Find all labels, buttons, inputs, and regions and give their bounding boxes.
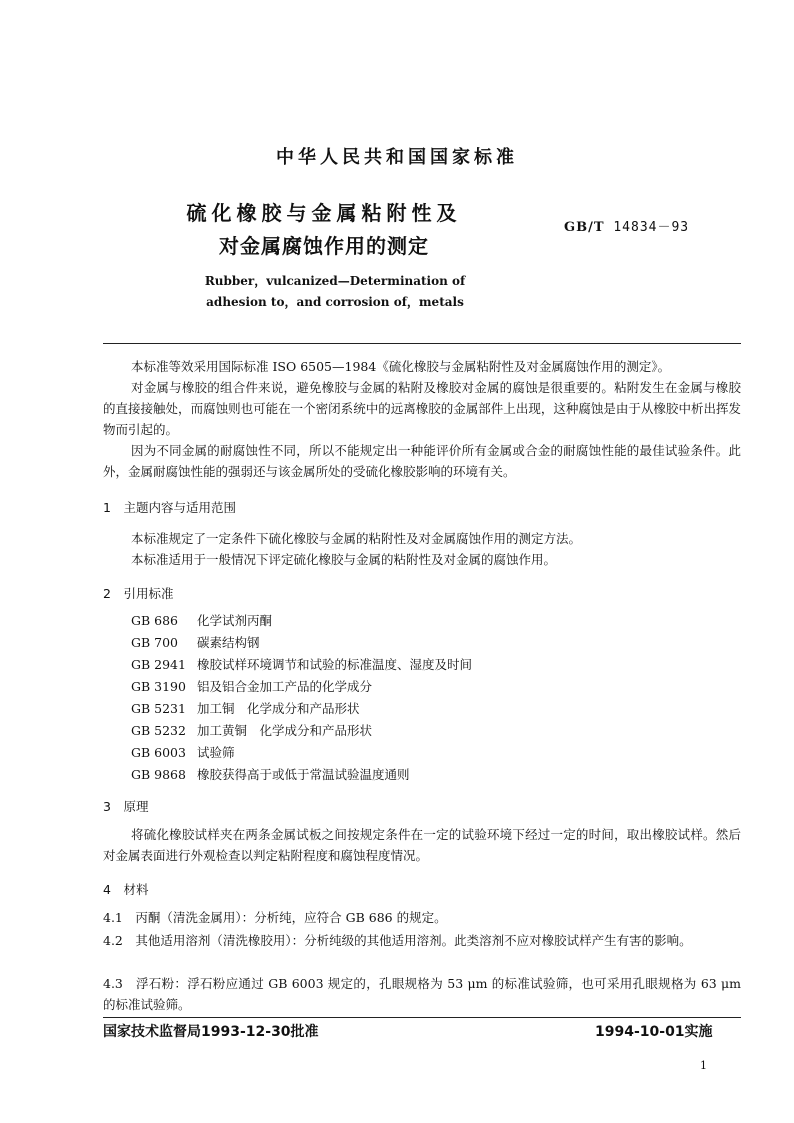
reference-item bbox=[131, 676, 372, 698]
reference-title: 加工铜 化学成分和产品形状 bbox=[197, 701, 360, 716]
material-item: 4.1 丙酮（清洗金属用）：分析纯，应符合 GB 686 的规定。 bbox=[103, 910, 447, 925]
reference-title: 化学试剂丙酮 bbox=[197, 613, 273, 628]
material-item: 4.3 浮石粉：浮石粉应通过 GB 6003 规定的，孔眼规格为 53 μm 的标准试验筛，也可采用孔眼规格为 63 μm 的标准试验筛。 bbox=[103, 976, 741, 1012]
reference-item bbox=[131, 632, 260, 654]
reference-code: GB 6003 bbox=[131, 745, 186, 760]
english-title-line-2: adhesion to，and corrosion of，metals bbox=[206, 295, 464, 309]
approval-date: 国家技术监督局1993-12-30批准 bbox=[103, 1024, 319, 1040]
page-number: 1 bbox=[700, 1059, 707, 1072]
standard-code-number: 14834－93 bbox=[613, 220, 690, 235]
intro-paragraph: 对金属与橡胶的组合件来说，避免橡胶与金属的粘附及橡胶对金属的腐蚀是很重要的。粘附发生在金属与橡胶的直接接触处，而腐蚀则也可能在一个密闭系统中的远离橡胶的金属部件上出现，这种腐蚀是由于从橡胶中析出挥发物而引起的。 bbox=[103, 380, 741, 437]
reference-item bbox=[131, 720, 372, 742]
section-heading: 4 材料 bbox=[103, 882, 149, 897]
section-paragraph: 将硫化橡胶试样夹在两条金属试板之间按规定条件在一定的试验环境下经过一定的时间，取出橡胶试样。然后对金属表面进行外观检查以判定粘附程度和腐蚀程度情况。 bbox=[103, 827, 741, 863]
reference-title: 铝及铝合金加工产品的化学成分 bbox=[197, 679, 373, 694]
material-item: 4.2 其他适用溶剂（清洗橡胶用）：分析纯级的其他适用溶剂。此类溶剂不应对橡胶试样产生有害的影响。 bbox=[103, 933, 692, 948]
intro-paragraph: 本标准等效采用国际标准 ISO 6505—1984《硫化橡胶与金属粘附性及对金属腐蚀作用的测定》。 bbox=[131, 359, 671, 374]
section-paragraph: 本标准规定了一定条件下硫化橡胶与金属的粘附性及对金属腐蚀作用的测定方法。 bbox=[131, 531, 582, 546]
reference-code: GB 5232 bbox=[131, 723, 186, 738]
reference-title: 试验筛 bbox=[197, 745, 235, 760]
header-divider bbox=[103, 343, 741, 344]
reference-code: GB 2941 bbox=[131, 657, 186, 672]
reference-item bbox=[131, 610, 272, 632]
standard-code bbox=[564, 216, 689, 235]
standard-code-prefix: GB/T bbox=[564, 220, 605, 235]
reference-code: GB 3190 bbox=[131, 679, 186, 694]
reference-code: GB 700 bbox=[131, 635, 179, 650]
reference-code: GB 5231 bbox=[131, 701, 186, 716]
reference-code: GB 9868 bbox=[131, 767, 186, 782]
reference-item bbox=[131, 764, 410, 786]
footer-divider bbox=[103, 1017, 741, 1018]
reference-item bbox=[131, 698, 360, 720]
section-heading: 2 引用标准 bbox=[103, 586, 174, 601]
intro-paragraph: 因为不同金属的耐腐蚀性不同，所以不能规定出一种能评价所有金属或合金的耐腐蚀性能的最佳试验条件。此外，金属耐腐蚀性能的强弱还与该金属所处的受硫化橡胶影响的环境有关。 bbox=[103, 443, 741, 479]
section-paragraph: 本标准适用于一般情况下评定硫化橡胶与金属的粘附性及对金属的腐蚀作用。 bbox=[131, 552, 557, 567]
reference-code: GB 686 bbox=[131, 613, 179, 628]
section-heading: 3 原理 bbox=[103, 799, 149, 814]
document-title-line-2: 对金属腐蚀作用的测定 bbox=[219, 234, 429, 258]
reference-title: 碳素结构钢 bbox=[197, 635, 260, 650]
implementation-date: 1994-10-01实施 bbox=[595, 1024, 713, 1040]
reference-title: 加工黄铜 化学成分和产品形状 bbox=[197, 723, 373, 738]
national-standard-label: 中华人民共和国国家标准 bbox=[276, 147, 518, 168]
reference-item bbox=[131, 654, 472, 676]
section-heading: 1 主题内容与适用范围 bbox=[103, 500, 236, 515]
reference-title: 橡胶试样环境调节和试验的标准温度、湿度及时间 bbox=[197, 657, 473, 672]
document-title-line-1: 硫化橡胶与金属粘附性及 bbox=[186, 201, 462, 225]
reference-item bbox=[131, 742, 235, 764]
reference-title: 橡胶获得高于或低于常温试验温度通则 bbox=[197, 767, 410, 782]
english-title-line-1: Rubber，vulcanized—Determination of bbox=[204, 274, 466, 288]
